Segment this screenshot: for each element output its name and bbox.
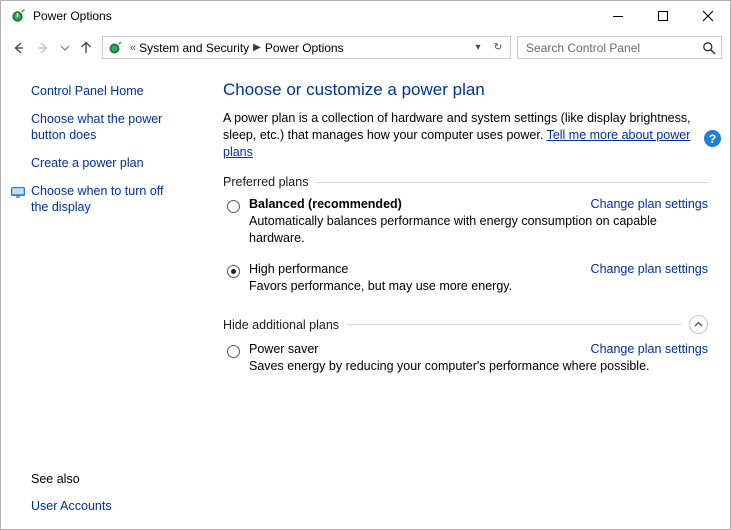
sidebar	[1, 63, 209, 529]
plan-description-power-saver: Saves energy by reducing your computer's performance where possible.	[249, 359, 650, 373]
main-content	[209, 63, 730, 529]
see-also-label: See also	[31, 472, 80, 486]
preferred-plans-header	[223, 175, 708, 189]
plan-description-high-performance: Favors performance, but may use more energy.	[249, 279, 513, 293]
recent-locations-button[interactable]	[55, 36, 74, 60]
preferred-plans-label: Preferred plans	[223, 175, 309, 189]
control-panel-icon	[107, 40, 123, 56]
additional-plans-header	[223, 315, 708, 334]
chevron-right-icon[interactable]: ▶	[253, 41, 261, 53]
plan-row-power-saver[interactable]	[223, 342, 708, 379]
radio-balanced[interactable]	[227, 200, 240, 213]
window-body	[1, 63, 730, 529]
sidebar-item-power-button[interactable]: Choose what the power button does	[31, 112, 163, 142]
plan-title-row	[249, 262, 708, 276]
plan-row-high-performance[interactable]	[223, 262, 708, 299]
close-button[interactable]	[685, 1, 730, 32]
divider	[347, 324, 681, 325]
minimize-button[interactable]	[595, 1, 640, 32]
divider	[316, 182, 708, 183]
forward-button[interactable]	[31, 36, 55, 60]
breadcrumb-item-power-options[interactable]: Power Options	[264, 40, 344, 55]
search-input[interactable]	[524, 40, 699, 56]
sidebar-item-create-power-plan[interactable]: Create a power plan	[31, 156, 144, 170]
change-plan-settings-power-saver[interactable]: Change plan settings	[590, 342, 708, 356]
window-title: Power Options	[33, 9, 112, 23]
back-button[interactable]	[7, 36, 31, 60]
sidebar-item-user-accounts[interactable]: User Accounts	[31, 499, 112, 513]
plan-name-power-saver: Power saver	[249, 342, 319, 356]
breadcrumb-separator: «	[130, 41, 137, 54]
power-plans-help-link[interactable]: Tell me more about power plans	[223, 128, 691, 159]
plan-name-high-performance: High performance	[249, 262, 349, 276]
search-box[interactable]	[517, 36, 722, 59]
up-button[interactable]	[74, 36, 98, 60]
radio-power-saver[interactable]	[227, 345, 240, 358]
help-button[interactable]: ?	[704, 130, 721, 147]
address-toolbar	[1, 32, 730, 63]
radio-high-performance[interactable]	[227, 265, 240, 278]
address-bar[interactable]	[102, 36, 511, 59]
intro-text: A power plan is a collection of hardware and system settings (like display brightness, sleep, etc.) that manages how your computer uses power.	[223, 111, 691, 142]
plan-name-balanced: Balanced (recommended)	[249, 197, 402, 211]
refresh-icon[interactable]: ↻	[493, 42, 503, 53]
search-icon[interactable]	[699, 38, 719, 58]
intro-paragraph	[223, 110, 693, 161]
sidebar-item-turn-off-display[interactable]: Choose when to turn off the display	[31, 184, 164, 214]
breadcrumb-item-system-and-security[interactable]: System and Security	[139, 40, 250, 55]
chevron-up-icon[interactable]	[689, 315, 708, 334]
power-plug-icon	[10, 8, 26, 24]
display-icon	[10, 184, 26, 200]
change-plan-settings-balanced[interactable]: Change plan settings	[590, 197, 708, 211]
additional-plans-label[interactable]: Hide additional plans	[223, 317, 340, 332]
title-bar	[1, 1, 730, 32]
chevron-down-icon[interactable]: ▾	[475, 42, 481, 53]
plan-title-row	[249, 342, 708, 356]
sidebar-item-control-panel-home[interactable]: Control Panel Home	[31, 84, 144, 98]
plan-row-balanced[interactable]	[223, 197, 708, 251]
maximize-button[interactable]	[640, 1, 685, 32]
plan-description-balanced: Automatically balances performance with energy consumption on capable hardware.	[249, 214, 657, 245]
change-plan-settings-high-performance[interactable]: Change plan settings	[590, 262, 708, 276]
window-controls	[595, 1, 730, 32]
page-title: Choose or customize a power plan	[223, 80, 485, 99]
plan-title-row	[249, 197, 708, 211]
